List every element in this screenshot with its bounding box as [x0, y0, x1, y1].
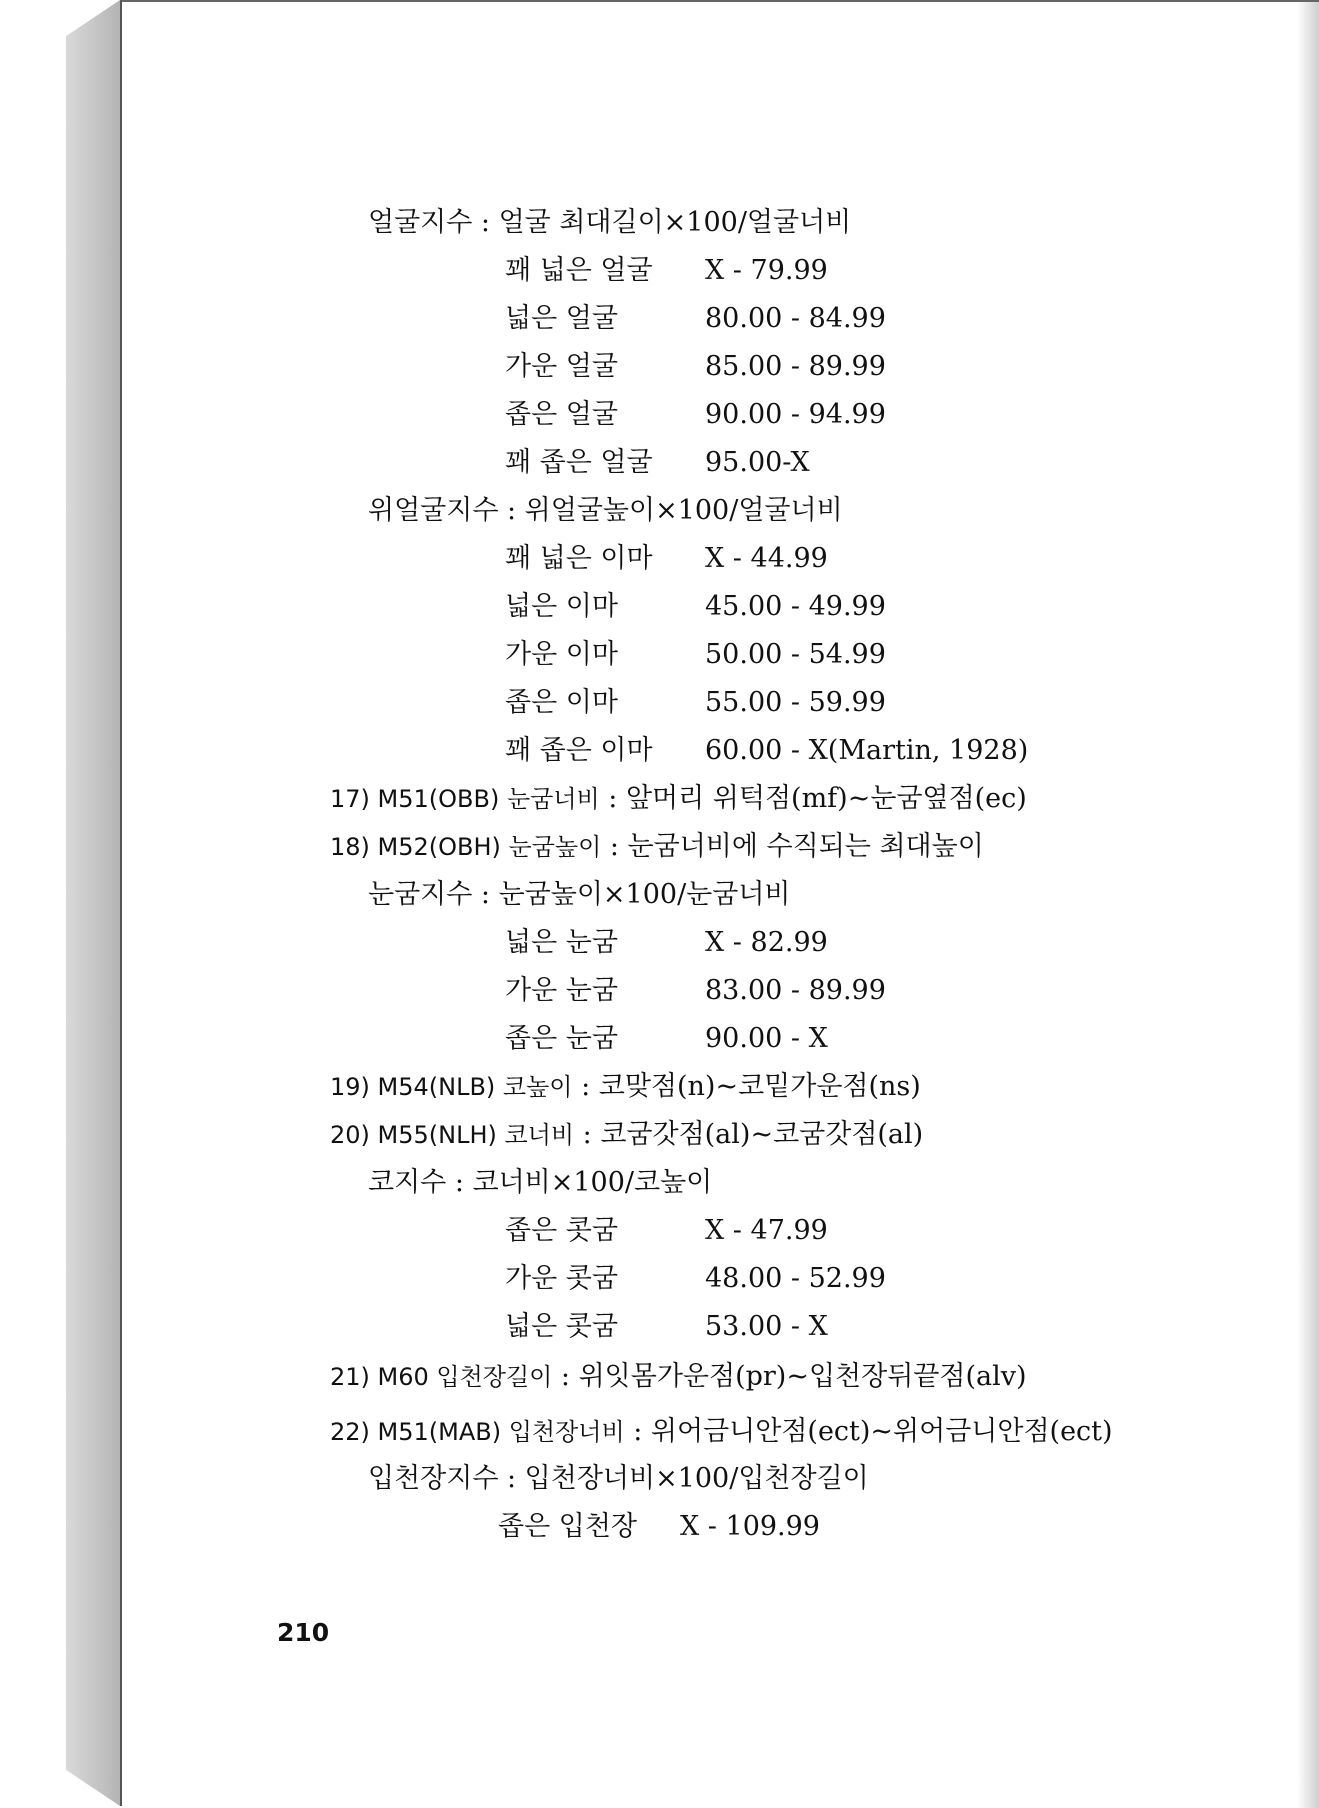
orbit-index-row: 넓은 눈굼 X - 82.99 — [505, 927, 828, 958]
measurement-item: 20) M55(NLH) 코너비 : 코굼갓점(al)~코굼갓점(al) — [330, 1119, 924, 1150]
upper-face-index-heading: 위얼굴지수 : 위얼굴높이×100/얼굴너비 — [368, 495, 843, 526]
book-spine — [66, 0, 120, 1806]
measurement-item: 22) M51(MAB) 입천장너비 : 위어금니안점(ect)~위어금니안점(ect) — [330, 1416, 1113, 1447]
measurement-item: 18) M52(OBH) 눈굼높이 : 눈굼너비에 수직되는 최대높이 — [330, 831, 984, 862]
nasal-index-row: 가운 콧굼 48.00 - 52.99 — [505, 1263, 886, 1294]
face-index-row: 좁은 얼굴 90.00 - 94.99 — [505, 399, 886, 430]
orbit-index-row: 가운 눈굼 83.00 - 89.99 — [505, 975, 886, 1006]
measurement-item: 17) M51(OBB) 눈굼너비 : 앞머리 위턱점(mf)~눈굼옆점(ec) — [330, 783, 1027, 814]
palatal-index-heading: 입천장지수 : 입천장너비×100/입천장길이 — [368, 1463, 869, 1494]
face-index-row: 꽤 좁은 얼굴 95.00-X — [505, 447, 810, 478]
face-index-row: 꽤 넓은 얼굴 X - 79.99 — [505, 255, 828, 286]
face-index-row: 넓은 얼굴 80.00 - 84.99 — [505, 303, 886, 334]
upper-face-index-row: 넓은 이마 45.00 - 49.99 — [505, 591, 886, 622]
upper-face-index-row: 가운 이마 50.00 - 54.99 — [505, 639, 886, 670]
nasal-index-row: 좁은 콧굼 X - 47.99 — [505, 1215, 828, 1246]
upper-face-index-row: 꽤 좁은 이마 60.00 - X(Martin, 1928) — [505, 735, 1029, 766]
nasal-index-row: 넓은 콧굼 53.00 - X — [505, 1311, 828, 1342]
face-index-heading: 얼굴지수 : 얼굴 최대길이×100/얼굴너비 — [368, 207, 852, 238]
palatal-index-row: 좁은 입천장 X - 109.99 — [498, 1511, 820, 1542]
face-index-row: 가운 얼굴 85.00 - 89.99 — [505, 351, 886, 382]
upper-face-index-row: 좁은 이마 55.00 - 59.99 — [505, 687, 886, 718]
measurement-item: 21) M60 입천장길이 : 위잇몸가운점(pr)~입천장뒤끝점(alv) — [330, 1361, 1027, 1392]
page-number: 210 — [277, 1618, 330, 1647]
orbit-index-heading: 눈굼지수 : 눈굼높이×100/눈굼너비 — [368, 879, 791, 910]
orbit-index-row: 좁은 눈굼 90.00 - X — [505, 1023, 828, 1054]
upper-face-index-row: 꽤 넓은 이마 X - 44.99 — [505, 543, 828, 574]
page-edge-shadow — [1297, 2, 1319, 1808]
nasal-index-heading: 코지수 : 코너비×100/코높이 — [368, 1167, 713, 1198]
measurement-item: 19) M54(NLB) 코높이 : 코맞점(n)~코밑가운점(ns) — [330, 1071, 921, 1102]
